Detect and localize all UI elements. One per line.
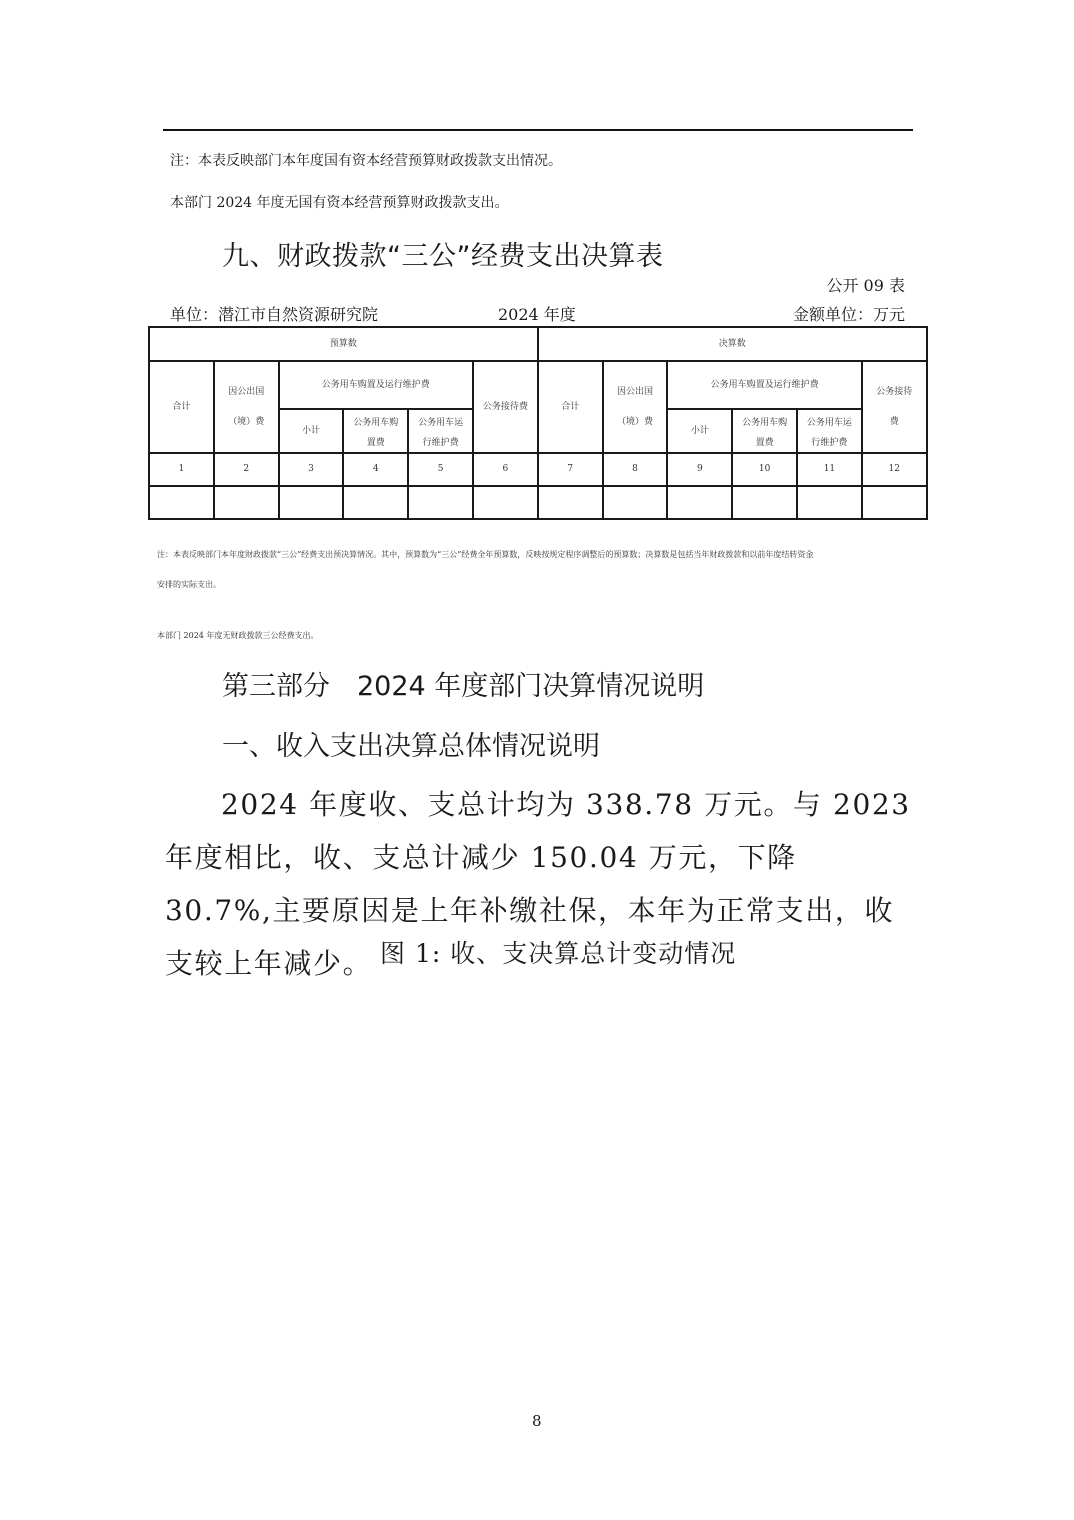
header-final-subtotal: 小计: [667, 409, 732, 453]
header-final-vehicle-operation: [797, 409, 862, 453]
header-budget-total: 合计: [149, 361, 214, 453]
header-final-abroad-line1: 因公出国: [617, 387, 654, 397]
header-final-abroad-line2: （境）费: [617, 417, 654, 427]
form-number: 公开 09 表: [826, 276, 905, 295]
three-public-expenses-table: [148, 326, 928, 520]
header-budget-group: 预算数: [149, 327, 538, 361]
header-final-total: 合计: [538, 361, 603, 453]
header-budget-abroad-line1: 因公出国: [228, 387, 265, 397]
table-row: [149, 486, 927, 519]
header-final-vehicle-operation-line2: 行维护费: [811, 438, 848, 448]
capital-budget-note: 注：本表反映部门本年度国有资本经营预算财政拨款支出情况。: [170, 153, 562, 169]
overview-paragraph: 2024 年度收、支总计均为 338.78 万元。与 2023 年度相比，收、支总计减少 150.04 万元，下降 30.7%,主要原因是上年补缴社保，本年为正常支出，收支较上年减少。: [165, 788, 911, 980]
header-final-vehicle-purchase: [732, 409, 797, 453]
header-final-reception-line2: 费: [889, 417, 899, 427]
column-number: 5: [408, 453, 473, 486]
header-budget-vehicle-operation-line2: 行维护费: [422, 438, 459, 448]
header-budget-abroad-line2: （境）费: [228, 417, 265, 427]
header-budget-subtotal: 小计: [279, 409, 344, 453]
column-number: 1: [149, 453, 214, 486]
header-budget-vehicle-purchase-line1: 公务用车购: [353, 418, 399, 428]
value-cell: [797, 486, 862, 519]
top-horizontal-rule: [163, 129, 913, 131]
column-number: 11: [797, 453, 862, 486]
value-cell: [408, 486, 473, 519]
column-number: 8: [603, 453, 668, 486]
value-cell: [603, 486, 668, 519]
value-cell: [279, 486, 344, 519]
money-unit: 金额单位：万元: [792, 305, 905, 324]
header-final-group: 决算数: [538, 327, 927, 361]
column-number: 10: [732, 453, 797, 486]
value-cell: [732, 486, 797, 519]
value-cell: [667, 486, 732, 519]
header-budget-vehicle-purchase-line2: 置费: [366, 438, 385, 448]
header-final-reception: [862, 361, 927, 453]
table-header-row: [149, 361, 927, 409]
column-number-row: [149, 453, 927, 486]
value-cell: [473, 486, 538, 519]
value-cell: [538, 486, 603, 519]
header-final-reception-line1: 公务接待: [876, 387, 913, 397]
header-final-vehicle-operation-line1: 公务用车运: [806, 418, 852, 428]
value-cell: [149, 486, 214, 519]
header-final-vehicle-group: 公务用车购置及运行维护费: [667, 361, 861, 409]
column-number: 4: [343, 453, 408, 486]
header-budget-vehicle-group: 公务用车购置及运行维护费: [279, 361, 473, 409]
column-number: 6: [473, 453, 538, 486]
fiscal-year: 2024 年度: [498, 305, 576, 324]
header-budget-reception: 公务接待费: [473, 361, 538, 453]
section-title: 九、财政拨款“三公”经费支出决算表: [222, 241, 664, 272]
header-budget-abroad: [214, 361, 279, 453]
column-number: 12: [862, 453, 927, 486]
column-number: 9: [667, 453, 732, 486]
header-budget-vehicle-purchase: [343, 409, 408, 453]
column-number: 3: [279, 453, 344, 486]
value-cell: [862, 486, 927, 519]
header-budget-vehicle-operation-line1: 公务用车运: [418, 418, 464, 428]
header-final-vehicle-purchase-line2: 置费: [755, 438, 774, 448]
no-three-public-expenses-statement: 本部门 2024 年度无财政拨款三公经费支出。: [157, 631, 319, 640]
header-budget-vehicle-operation: [408, 409, 473, 453]
header-final-vehicle-purchase-line1: 公务用车购: [742, 418, 788, 428]
value-cell: [214, 486, 279, 519]
column-number: 7: [538, 453, 603, 486]
value-cell: [343, 486, 408, 519]
table-footnote-line1: 注：本表反映部门本年度财政拨款“三公”经费支出预决算情况。其中，预算数为“三公”经费全年预算数，反映按规定程序调整后的预算数；决算数是包括当年财政拨款和以前年度结转资金: [157, 550, 814, 559]
table-group-header-row: [149, 327, 927, 361]
part-title: 第三部分 2024 年度部门决算情况说明: [222, 671, 705, 702]
capital-budget-none-statement: 本部门 2024 年度无国有资本经营预算财政拨款支出。: [170, 195, 509, 211]
heading-income-expense-overview: 一、收入支出决算总体情况说明: [222, 731, 600, 762]
table-footnote-line2: 安排的实际支出。: [157, 580, 221, 589]
column-number: 2: [214, 453, 279, 486]
figure-caption: 图 1: 收、支决算总计变动情况: [380, 939, 737, 968]
header-final-abroad: [603, 361, 668, 453]
page-number: 8: [532, 1412, 542, 1430]
unit-label: 单位：潜江市自然资源研究院: [170, 305, 379, 324]
